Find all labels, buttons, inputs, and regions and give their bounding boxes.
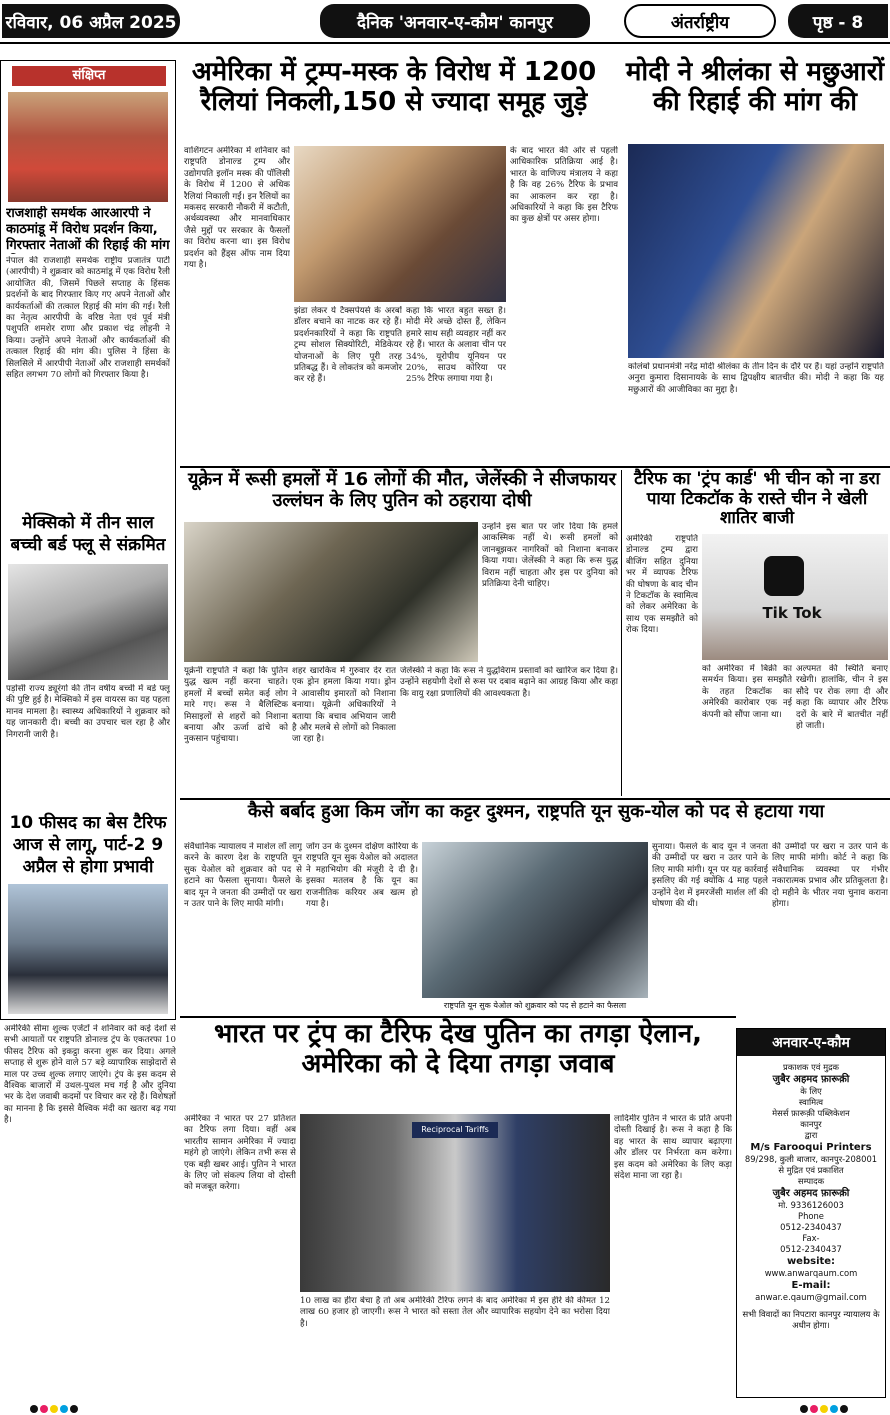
divider-1 — [180, 466, 890, 468]
imprint-line: website: — [786, 1256, 836, 1267]
masthead — [0, 0, 890, 44]
divider-vertical — [621, 470, 622, 796]
imprint-line: 0512-2340437 — [780, 1222, 842, 1232]
story5-text-2: जोंग उन के दुश्मन दक्षिण कोरिया के राष्ट्रपति यून सुक येओल को अदालत ने महाभियोग की मंजूरी दे दी है। इसका मतलब है कि यून का राजनीतिक करियर अब खत्म हो गया है। — [306, 842, 418, 910]
imprint-line: सम्पादक — [797, 1176, 825, 1186]
imprint-line: प्रकाशक एवं मुद्रक — [783, 1062, 839, 1072]
story1-headline: अमेरिका में ट्रम्प-मस्क के विरोध में 1200 रैलियां निकली,150 से ज्यादा समूह जुड़े — [191, 57, 597, 117]
page-number: पृष्ठ - 8 — [788, 4, 888, 38]
imprint-box — [736, 1028, 886, 1398]
zelensky-photo — [184, 522, 478, 662]
left-headline-2: मेक्सिको में तीन साल बच्ची बर्ड फ्लू से संक्रमित — [10, 513, 166, 555]
left-text-1: नेपाल की राजशाही समर्थक राष्ट्रीय प्रजातंत्र पार्टी (आरपीपी) ने शुक्रवार को काठमांडू में एक विरोध रैली आयोजित की, जिसमें पिछले सप्ताह के हिंसक प्रदर्शनों के बाद गिरफ्तार किए गए अपने नेताओं और कार्यकर्ताओं की तत्काल रिहाई की मांग की गई। रैली का नेतृत्व आरपीपी के वरिष्ठ नेता एवं पूर्व मंत्री पशुपति शमशेर राणा और प्रकाश चंद्र लोहनी ने किया। उन्होंने अपने नेताओं और कार्यकर्ताओं की तत्काल रिहाई की मांग की। पुलिस ने हिंसा के सिलसिले में आरपीपी नेताओं और राजशाही समर्थकों सहित लगभग 70 लोगों को गिरफ्तार किया है। — [6, 256, 170, 381]
section-category: अंतर्राष्ट्रीय — [624, 4, 776, 38]
imprint-line: जुबैर अहमद फ़ारूक़ी — [772, 1188, 850, 1199]
story5-text-4: की उम्मीदों पर खरा न उतर पाने के लिए माफी मांगी। कोर्ट ने कहा कि संवैधानिक व्यवस्था पर गंभीर नकारात्मक प्रभाव और प्रतिकूलता है। दो महीने के भीतर नया चुनाव कराना होगा। — [772, 842, 888, 910]
story2-headline: मोदी ने श्रीलंका से मछुआरों की रिहाई की मांग की — [625, 57, 885, 117]
story2-caption: कोलंबो प्रधानमंत्री नरेंद्र मोदी श्रीलंका के तीन दिन के दौरे पर हैं। यहां उन्होंने राष्ट्रपति अनुरा कुमारा दिसानायके के साथ द्विपक्षीय बातचीत की। मोदी ने कहा कि यह मछुआरों की आजीविका का मुद्दा है। — [628, 362, 884, 395]
issue-date: रविवार, 06 अप्रैल 2025 — [2, 4, 180, 38]
protest-sign-photo — [294, 146, 506, 302]
imprint-line: के लिए — [800, 1086, 822, 1096]
tiktok-logo-icon — [764, 556, 804, 596]
tariff-board-sign: Reciprocal Tariffs — [412, 1122, 498, 1138]
imprint-line: द्वारा — [804, 1130, 818, 1140]
story3-text-1: उन्होंने इस बात पर जोर दिया कि हमले आकस्मिक नहीं थे। रूसी हमलों को जानबूझकर नागरिकों को निशाना बनाकर किया गया। जेलेंस्की ने कहा कि रूस युद्ध विराम नहीं चाहता और इस पर दुनिया को प्रतिक्रिया देनी चाहिए। — [482, 522, 618, 590]
divider-3 — [180, 1016, 736, 1018]
imprint-line: स्वामित्व — [798, 1097, 824, 1107]
imprint-line: Fax- — [802, 1233, 820, 1243]
left-text-2: पड़ोसी राज्य ड्यूरंगो की तीन वर्षीय बच्ची में बर्ड फ्लू की पुष्टि हुई है। मेक्सिको में इस वायरस का यह पहला मानव मामला है। स्वास्थ्य अधिकारियों ने शुक्रवार को यह जानकारी दी। बच्ची का उपचार चल रहा है और निगरानी जारी है। — [6, 684, 170, 740]
yoon-photo — [422, 842, 648, 998]
story5-text-1: संवैधानिक न्यायालय ने मार्शल लॉ लागू करने के कारण देश के राष्ट्रपति यून सुक येओल को शुक्रवार को पद से हटाने का फैसला सुनाया। फैसले के बाद यून ने जनता की उम्मीदों पर खरा न उतर पाने के लिए माफी मांगी। — [184, 842, 302, 910]
story3-text-2: यूक्रेनी राष्ट्रपति ने कहा कि पुतिन युद्ध खत्म नहीं करना चाहते। हमलों में बच्चों समेत कई लोग मारे गए। रूस ने बैलिस्टिक मिसाइलों से शहरों को निशाना बनाया और ऊर्जा ढांचे को नुकसान पहुंचाया। — [184, 666, 288, 745]
story5-caption: राष्ट्रपति यून सुक येओल को शुक्रवार को पद से हटाने का फैसला — [443, 1001, 627, 1010]
story1-text-2: झंडा लेकर ये टैक्सपेयर्स के अरबों डॉलर बचाने का नाटक कर रहे हैं। प्रदर्शनकारियों ने कहा कि राष्ट्रपति ट्रम्प सोशल सिक्योरिटी, मेडिकेयर योजनाओं के लिए पूरी तरह प्रतिबद्ध हैं। वे लोकतंत्र को कमजोर कर रहे हैं। — [294, 306, 402, 385]
story1-text-4: के बाद भारत की ओर से पहली आधिकारिक प्रतिक्रिया आई है। भारत के वाणिज्य मंत्रालय ने कहा है कि वह 26% टैरिफ के प्रभाव का आकलन कर रहा है। अधिकारियों ने कहा कि इस टैरिफ का कुछ क्षेत्रों पर असर होगा। — [510, 146, 618, 225]
story5-text-3: सुनाया। फैसले के बाद यून ने जनता की उम्मीदों पर खरा न उतर पाने के लिए माफी मांगी। यून पर यह कार्रवाई इसलिए की गई क्योंकि 4 माह पहले उन्होंने देश में इमरजेंसी मार्शल लॉ की घोषणा की थी। — [652, 842, 768, 910]
imprint-line: 89/298, कुली बाजार, कानपुर-208001 से मुद्रित एवं प्रकाशित — [744, 1154, 878, 1175]
imprint-line: जुबैर अहमद फ़ारूक़ी — [772, 1074, 850, 1085]
story4-text-1: अमेरिकी राष्ट्रपति डोनाल्ड ट्रम्प द्वारा बीजिंग सहित दुनिया भर में व्यापक टैरिफ की घोषणा के बाद चीन ने टिकटॉक के स्वामित्व को लेकर अमेरिका के साथ एक समझौते को रोक दिया। — [626, 534, 698, 636]
registration-marks-left — [30, 1405, 78, 1413]
story5-headline: कैसे बर्बाद हुआ किम जोंग का कट्टर दुश्मन, राष्ट्रपति यून सुक-योल को पद से हटाया गया — [247, 801, 825, 822]
story4-headline: टैरिफ का 'ट्रंप कार्ड' भी चीन को ना डरा पाया टिकटॉक के रास्ते चीन ने खेली शातिर बाजी — [634, 469, 880, 529]
imprint-line: Phone — [798, 1211, 824, 1221]
left-headline-1: राजशाही समर्थक आरआरपी ने काठमांडू में विरोध प्रदर्शन किया, गिरफ्तार नेताओं की रिहाई की मांग — [6, 206, 170, 253]
imprint-line: मो. 9336126003 — [778, 1200, 844, 1210]
trump-putin-modi-photo — [300, 1114, 610, 1292]
story3-headline: यूक्रेन में रूसी हमलों में 16 लोगों की मौत, जेलेंस्की ने सीजफायर उल्लंघन के लिए पुतिन को ठहराया दोषी — [187, 469, 616, 511]
tiktok-photo-text: Tik Tok — [762, 604, 822, 622]
imprint-line: मेसर्स फ़ारूक़ी पब्लिकेशन — [772, 1108, 850, 1118]
left-headline-3: 10 फीसद का बेस टैरिफ आज से लागू, पार्ट-2 9 अप्रैल से होगा प्रभावी — [9, 813, 167, 877]
imprint-jurisdiction: सभी विवादों का निपटारा कानपुर न्यायालय के अधीन होगा। — [742, 1309, 880, 1330]
story4-text-3: अल्पमत की स्थिति बनाए रखेगी। हालांकि, चीन ने इस सौदे पर रोक लगा दी और कहा कि व्यापार और टैरिफ दरों के बारे में बातचीत नहीं हो जाती। — [796, 664, 888, 732]
imprint-line: 0512-2340437 — [780, 1244, 842, 1254]
bottom-left-text: अमेरिकी सीमा शुल्क एजेंटों ने शनिवार को कई देशों से सभी आयातों पर राष्ट्रपति डोनाल्ड ट्रंप के एकतरफा 10 फीसद टैरिफ को इकट्ठा करना शुरू कर दिया। अगले सप्ताह से शुरू होने वाले 57 बड़े व्यापारिक साझेदारों से माल पर उच्च शुल्क लगाए जाएंगे। ट्रंप के इस कदम से वैश्विक बाजारों में उथल-पुथल मच गई है और दुनिया भर के देश जवाबी कदमों पर विचार कर रहे हैं। विशेषज्ञों का मानना है कि इससे वैश्विक मंदी का खतरा बढ़ गया है। — [4, 1024, 176, 1126]
story6-headline: भारत पर ट्रंप का टैरिफ देख पुतिन का तगड़ा ऐलान, अमेरिका को दे दिया तगड़ा जवाब — [213, 1019, 703, 1079]
story1-text-1: वाशिंगटन अमेरिका में शनिवार को राष्ट्रपति डोनाल्ड ट्रम्प और उद्योगपति इलॉन मस्क की पॉलिसी के विरोध में 1200 से अधिक रैलियां निकाली गईं। इन रैलियों का मकसद सरकारी नौकरी में कटौती, अर्थव्यवस्था और मानवाधिकार जैसे मुद्दों पर सरकार के फैसलों का विरोध करना था। इस विरोध प्रदर्शन को हैंड्स ऑफ नाम दिया गया है। — [184, 146, 290, 271]
story4-text-2: को अमेरिका में बिक्री का समर्थन किया। इस समझौते के तहत टिकटॉक का अमेरिकी कारोबार एक नई कंपनी को सौंपा जाना था। — [702, 664, 792, 720]
brief-badge: संक्षिप्त — [12, 66, 166, 86]
tiktok-photo — [702, 534, 888, 660]
imprint-line: कानपुर — [800, 1119, 822, 1129]
trump-tariff-photo — [8, 884, 168, 1014]
imprint-line: M/s Farooqui Printers — [750, 1142, 872, 1153]
story6-text-3: लादिमीर पुतिन ने भारत के प्रति अपनी दोस्ती दिखाई है। रूस ने कहा है कि वह भारत के साथ व्यापार बढ़ाएगा और डॉलर पर निर्भरता कम करेगा। इस कदम को अमेरिका के लिए कड़ा संदेश माना जा रहा है। — [614, 1114, 732, 1182]
story3-text-4: जेलेंस्की ने कहा कि रूस ने युद्धविराम प्रस्तावों को खारिज कर दिया है। उन्होंने सहयोगी देशों से रूस पर दबाव बढ़ाने का आग्रह किया और कहा कि वायु रक्षा प्रणालियों की आवश्यकता है। — [400, 666, 618, 699]
imprint-email[interactable]: anwar.e.qaum@gmail.com — [755, 1292, 867, 1302]
modi-photo — [628, 144, 884, 358]
imprint-title: अनवार-ए-कौम — [737, 1029, 885, 1056]
imprint-line: E-mail: — [791, 1280, 831, 1291]
imprint-website[interactable]: www.anwarqaum.com — [764, 1268, 858, 1278]
story6-text-1: अमेरिका ने भारत पर 27 प्रतिशत का टैरिफ लगा दिया। वहीं अब भारतीय सामान अमेरिका में ज्यादा महंगे हो जाएंगे। लेकिन तभी रूस से एक बड़ी खबर आई। पुतिन ने भारत के लिए जो संकल्प लिया वो दोस्ती को मजबूत करेगा। — [184, 1114, 296, 1193]
story1-text-3: कहा कि भारत बहुत सख्त है। मोदी मेरे अच्छे दोस्त हैं, लेकिन हमारे साथ सही व्यवहार नहीं कर रहे हैं। भारत के अलावा चीन पर 34%, यूरोपीय यूनियन पर 20%, साउथ कोरिया पर 25% टैरिफ लगाया गया है। — [406, 306, 506, 385]
birds-photo — [8, 564, 168, 680]
paper-name: दैनिक 'अनवार-ए-कौम' कानपुर — [320, 4, 590, 38]
divider-2 — [180, 798, 890, 800]
story6-text-2: 10 लाख का हीरा बेचा है तो अब अमेरिकी टैरिफ लगने के बाद अमेरिका में इस हीरे की कीमत 12 लाख 60 हजार हो जाएगी। रूस ने भारत को सस्ता तेल और व्यापारिक सहयोग देने का भरोसा दिया है। — [300, 1296, 610, 1329]
rally-photo — [8, 92, 168, 202]
registration-marks-right — [800, 1405, 848, 1413]
story3-text-3: शहर खारकिव में गुरुवार देर रात एक ड्रोन हमला किया गया। ड्रोन ने आवासीय इमारतों को निशाना बनाया। यूक्रेनी अधिकारियों ने बताया कि बचाव अभियान जारी है और मलबे से लोगों को निकाला जा रहा है। — [292, 666, 396, 745]
